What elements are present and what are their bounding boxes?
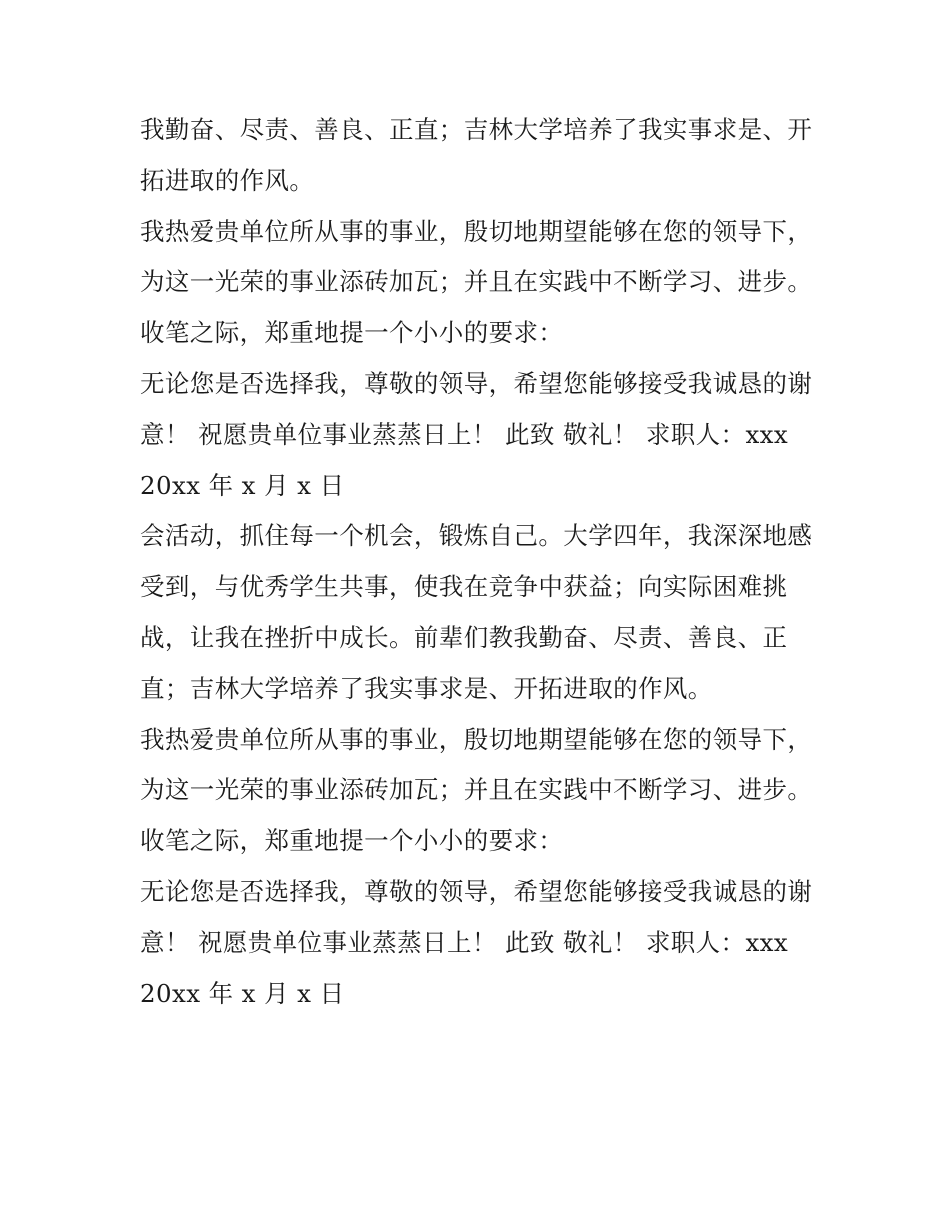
text-line: 战，让我在挫折中成长。前辈们教我勤奋、尽责、善良、正 [140, 622, 788, 652]
date-line: 20xx 年 x 月 x 日 [140, 470, 345, 500]
text-line: 无论您是否选择我，尊敬的领导，希望您能够接受我诚恳的谢 [140, 368, 813, 398]
text-line: 受到，与优秀学生共事，使我在竞争中获益；向实际困难挑 [140, 572, 788, 602]
text-line: 收笔之际，郑重地提一个小小的要求： [140, 826, 564, 856]
text-line: 为这一光荣的事业添砖加瓦；并且在实践中不断学习、进步。 [140, 775, 813, 805]
text-line: 为这一光荣的事业添砖加瓦；并且在实践中不断学习、进步。 [140, 267, 813, 297]
signature-line: 意！ 祝愿贵单位事业蒸蒸日上！ 此致 敬礼！ 求职人：xxx [140, 419, 789, 449]
text-line: 收笔之际，郑重地提一个小小的要求： [140, 318, 564, 348]
text-line: 会活动，抓住每一个机会，锻炼自己。大学四年，我深深地感 [140, 521, 813, 551]
text-line: 拓进取的作风。 [140, 165, 315, 195]
text-line: 我勤奋、尽责、善良、正直；吉林大学培养了我实事求是、开 [140, 115, 813, 144]
text-line: 无论您是否选择我，尊敬的领导，希望您能够接受我诚恳的谢 [140, 876, 813, 906]
document-body [140, 105, 820, 1019]
text-line: 直；吉林大学培养了我实事求是、开拓进取的作风。 [140, 673, 713, 703]
text-line: 我热爱贵单位所从事的事业，殷切地期望能够在您的领导下， [140, 216, 813, 246]
text-line: 我热爱贵单位所从事的事业，殷切地期望能够在您的领导下， [140, 724, 813, 754]
date-line: 20xx 年 x 月 x 日 [140, 978, 345, 1008]
signature-line: 意！ 祝愿贵单位事业蒸蒸日上！ 此致 敬礼！ 求职人：xxx [140, 927, 789, 957]
